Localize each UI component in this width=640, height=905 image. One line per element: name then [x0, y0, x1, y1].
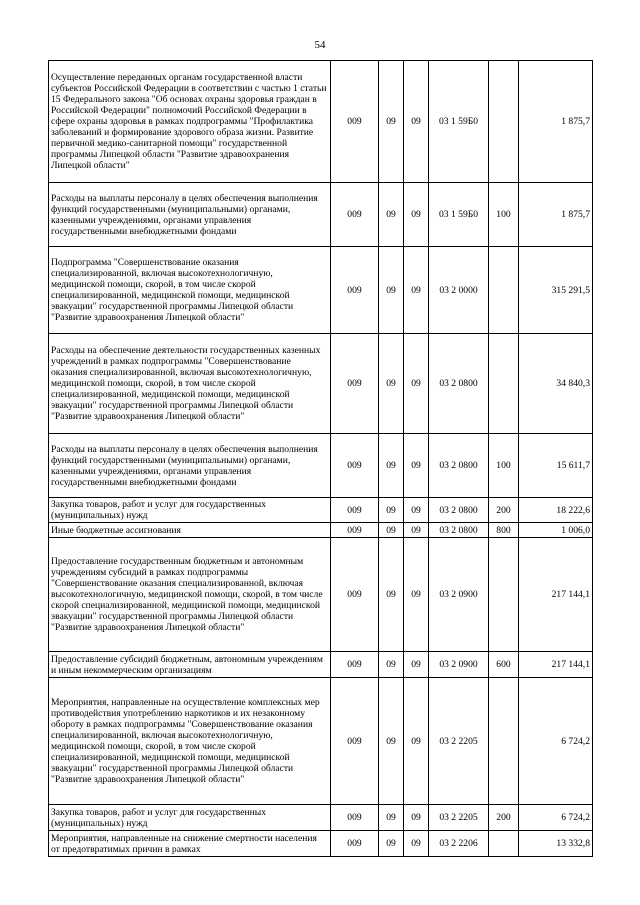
section-code: 09	[379, 247, 404, 334]
target-code: 03 2 2205	[429, 805, 489, 831]
subsection-code: 09	[404, 61, 429, 183]
budget-table	[48, 60, 593, 857]
amount: 34 840,3	[519, 334, 593, 434]
target-code: 03 2 0800	[429, 434, 489, 498]
expense-name: Предоставление государственным бюджетным и автономным учреждениям субсидий в рамках подпрограммы "Совершенствование оказания специализированной, включая высокотехнологичную, медицинской помощи, скорой, в том числе скорой специализированной, медицинской помощи, медицинской эвакуации" государственной программы Липецкой области "Развитие здравоохранения Липецкой области"	[49, 538, 331, 652]
expense-name: Расходы на выплаты персоналу в целях обеспечения выполнения функций государственными (муниципальными) органами, казенными учреждениями, органами управления государственными внебюджетными фондами	[49, 183, 331, 247]
expense-type-code	[489, 831, 519, 857]
section-code: 09	[379, 652, 404, 678]
expense-name: Закупка товаров, работ и услуг для государственных (муниципальных) нужд	[49, 805, 331, 831]
target-code: 03 2 0000	[429, 247, 489, 334]
expense-type-code: 200	[489, 805, 519, 831]
subsection-code: 09	[404, 183, 429, 247]
table-row	[49, 334, 593, 434]
subsection-code: 09	[404, 831, 429, 857]
amount: 1 875,7	[519, 61, 593, 183]
subsection-code: 09	[404, 434, 429, 498]
amount: 15 611,7	[519, 434, 593, 498]
amount: 13 332,8	[519, 831, 593, 857]
subsection-code: 09	[404, 334, 429, 434]
subsection-code: 09	[404, 678, 429, 805]
amount: 217 144,1	[519, 652, 593, 678]
table-row	[49, 247, 593, 334]
table-row	[49, 538, 593, 652]
table-row	[49, 678, 593, 805]
section-code: 09	[379, 805, 404, 831]
ministry-code: 009	[331, 538, 379, 652]
expense-type-code: 200	[489, 498, 519, 523]
subsection-code: 09	[404, 805, 429, 831]
expense-name: Мероприятия, направленные на осуществление комплексных мер противодействия употреблению наркотиков и их незаконному обороту в рамках подпрограммы "Совершенствование оказания специализированной, включая высокотехнологичную, медицинской помощи, скорой, в том числе скорой специализированной, медицинской помощи, медицинской эвакуации" государственной программы Липецкой области "Развитие здравоохранения Липецкой области"	[49, 678, 331, 805]
amount: 1 875,7	[519, 183, 593, 247]
table-row	[49, 831, 593, 857]
expense-type-code	[489, 538, 519, 652]
expense-name: Осуществление переданных органам государственной власти субъектов Российской Федерации в соответствии с частью 1 статьи 15 Федерального закона "Об основах охраны здоровья граждан в Российской Федерации" полномочий Российской Федерации в сфере охраны здоровья в рамках подпрограммы "Профилактика заболеваний и формирование здорового образа жизни. Развитие первичной медико-санитарной помощи" государственной программы Липецкой области "Развитие здравоохранения Липецкой области"	[49, 61, 331, 183]
expense-name: Расходы на обеспечение деятельности государственных казенных учреждений в рамках подпрограммы "Совершенствование оказания специализированной, включая высокотехнологичную, медицинской помощи, скорой, в том числе скорой специализированной, медицинской помощи, медицинской эвакуации" государственной программы Липецкой области "Развитие здравоохранения Липецкой области"	[49, 334, 331, 434]
subsection-code: 09	[404, 538, 429, 652]
expense-name: Расходы на выплаты персоналу в целях обеспечения выполнения функций государственными (муниципальными) органами, казенными учреждениями, органами управления государственными внебюджетными фондами	[49, 434, 331, 498]
amount: 6 724,2	[519, 805, 593, 831]
table-row	[49, 523, 593, 538]
expense-type-code: 800	[489, 523, 519, 538]
target-code: 03 2 2205	[429, 678, 489, 805]
subsection-code: 09	[404, 247, 429, 334]
ministry-code: 009	[331, 652, 379, 678]
section-code: 09	[379, 61, 404, 183]
ministry-code: 009	[331, 831, 379, 857]
expense-type-code: 100	[489, 434, 519, 498]
target-code: 03 2 2206	[429, 831, 489, 857]
section-code: 09	[379, 831, 404, 857]
section-code: 09	[379, 334, 404, 434]
subsection-code: 09	[404, 523, 429, 538]
amount: 217 144,1	[519, 538, 593, 652]
target-code: 03 2 0800	[429, 334, 489, 434]
ministry-code: 009	[331, 247, 379, 334]
expense-type-code: 100	[489, 183, 519, 247]
subsection-code: 09	[404, 652, 429, 678]
table-row	[49, 652, 593, 678]
section-code: 09	[379, 183, 404, 247]
table-row	[49, 434, 593, 498]
subsection-code: 09	[404, 498, 429, 523]
ministry-code: 009	[331, 805, 379, 831]
ministry-code: 009	[331, 434, 379, 498]
section-code: 09	[379, 538, 404, 652]
expense-name: Закупка товаров, работ и услуг для государственных (муниципальных) нужд	[49, 498, 331, 523]
ministry-code: 009	[331, 334, 379, 434]
expense-type-code	[489, 61, 519, 183]
target-code: 03 1 59Б0	[429, 183, 489, 247]
ministry-code: 009	[331, 498, 379, 523]
amount: 18 222,6	[519, 498, 593, 523]
amount: 1 006,0	[519, 523, 593, 538]
table-row	[49, 805, 593, 831]
table-row	[49, 498, 593, 523]
ministry-code: 009	[331, 183, 379, 247]
expense-type-code	[489, 247, 519, 334]
target-code: 03 1 59Б0	[429, 61, 489, 183]
section-code: 09	[379, 434, 404, 498]
table-row	[49, 61, 593, 183]
expense-type-code	[489, 678, 519, 805]
ministry-code: 009	[331, 523, 379, 538]
expense-type-code: 600	[489, 652, 519, 678]
amount: 6 724,2	[519, 678, 593, 805]
target-code: 03 2 0800	[429, 523, 489, 538]
table-row	[49, 183, 593, 247]
target-code: 03 2 0800	[429, 498, 489, 523]
amount: 315 291,5	[519, 247, 593, 334]
ministry-code: 009	[331, 678, 379, 805]
ministry-code: 009	[331, 61, 379, 183]
target-code: 03 2 0900	[429, 652, 489, 678]
target-code: 03 2 0900	[429, 538, 489, 652]
expense-name: Подпрограмма "Совершенствование оказания специализированной, включая высокотехнологичную, медицинской помощи, скорой, в том числе скорой специализированной, медицинской помощи, медицинской эвакуации" государственной программы Липецкой области "Развитие здравоохранения Липецкой области"	[49, 247, 331, 334]
section-code: 09	[379, 523, 404, 538]
page-number: 54	[314, 39, 326, 51]
expense-name: Иные бюджетные ассигнования	[49, 523, 331, 538]
expense-type-code	[489, 334, 519, 434]
section-code: 09	[379, 678, 404, 805]
expense-name: Предоставление субсидий бюджетным, автономным учреждениям и иным некоммерческим организациям	[49, 652, 331, 678]
expense-name: Мероприятия, направленные на снижение смертности населения от предотвратимых причин в рамках	[49, 831, 331, 857]
section-code: 09	[379, 498, 404, 523]
